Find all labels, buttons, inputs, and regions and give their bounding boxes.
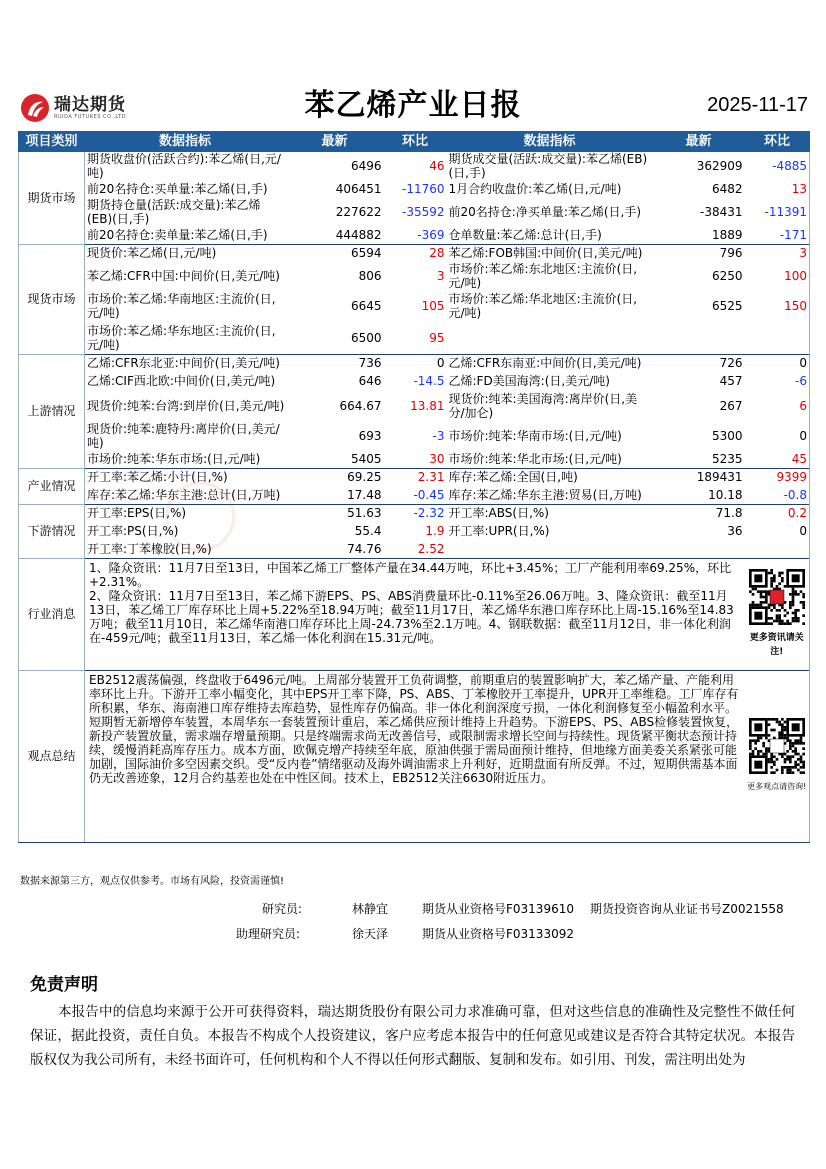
data-source-note: 数据来源第三方，观点仅供参考。市场有风险，投资需谨慎!	[20, 876, 285, 887]
news-qr-panel	[745, 558, 810, 670]
news-text: 1、隆众资讯：11月7日至13日，中国苯乙烯工厂整体产量在34.44万吨，环比+3.45%；工厂产能利用率69.25%，环比+2.31%。 2、隆众资讯：11月7日至13日，苯乙烯下游EPS、PS、ABS消费量环比-0.11%至26.06万吨。3、隆众资讯：截至11月13日，苯乙烯工厂库存环比上周+5.22%至18.94万吨；截至11月17日，苯乙烯华东港口库存环比上周-15.16%至14.83万吨；截至11月10日，苯乙烯华南港口库存环比上周-24.73%至2.1万吨。4、钢联数据：截至11月12日，非一体化利润在-459元/吨；截至11月13日，苯乙烯一体化利润在15.31元/吨。	[85, 558, 745, 670]
assistant-name: 徐天泽	[352, 927, 389, 941]
latest-value: 806	[358, 269, 382, 283]
header-change: 环比	[384, 132, 447, 152]
qr-caption: 更多资讯请关注!	[749, 633, 804, 657]
header-latest: 最新	[286, 132, 384, 152]
section-category: 现货市场	[19, 244, 85, 354]
section-category: 期货市场	[19, 152, 85, 245]
section-category: 产业情况	[19, 468, 85, 504]
indicator-name: 开工率:ABS(日,%)	[447, 504, 653, 522]
table-row	[19, 504, 810, 522]
indicator-name: 现货价:纯苯:美国海湾:离岸价(日,美分/加仑)	[448, 392, 638, 420]
latest-value: 69.25	[286, 468, 384, 486]
change-value: 0	[384, 354, 447, 372]
change-value	[745, 322, 810, 354]
qr-caption: 更多观点请咨询!	[747, 782, 807, 791]
table-row	[19, 468, 810, 486]
researcher-consult-license: 期货投资咨询从业证书号Z0021558	[590, 902, 784, 916]
header-latest-2: 最新	[653, 132, 745, 152]
change-value: -369	[417, 227, 445, 242]
table-row	[19, 422, 810, 450]
latest-value: 796	[653, 244, 745, 262]
latest-value: 406451	[335, 182, 382, 196]
indicator-name: 苯乙烯:FOB韩国:中间价(日,美元/吨)	[447, 244, 653, 262]
latest-value: 74.76	[347, 541, 382, 556]
change-value: 2.52	[417, 541, 445, 556]
researcher-label: 研究员:	[262, 902, 303, 916]
change-value: 6	[745, 390, 810, 422]
latest-value: 1889	[711, 227, 743, 242]
change-value: -14.5	[413, 374, 445, 388]
report-date: 2025-11-17	[707, 94, 808, 116]
change-value: 0	[745, 354, 810, 372]
indicator-name: 开工率:苯乙烯:小计(日,%)	[85, 468, 286, 486]
change-value: -3	[432, 429, 445, 443]
indicator-name: 现货价:苯乙烯(日,元/吨)	[85, 244, 286, 262]
indicator-name: 开工率:PS(日,%)	[85, 522, 286, 540]
indicator-name: 库存:苯乙烯:全国(日,吨)	[447, 468, 653, 486]
table-row	[19, 198, 810, 226]
report-header	[0, 0, 826, 130]
latest-value: 6500	[350, 330, 382, 345]
change-value: 1.9	[425, 524, 445, 538]
logo-name: 瑞达期货	[54, 95, 126, 115]
change-value: 0	[745, 522, 810, 540]
latest-value: 5235	[711, 451, 743, 466]
indicator-name: 市场价:苯乙烯:华北地区:主流价(日,元/吨)	[448, 292, 638, 320]
change-value: 100	[745, 262, 810, 290]
latest-value: 71.8	[653, 504, 745, 522]
latest-value: 55.4	[354, 524, 382, 538]
qr-code-icon	[749, 718, 805, 774]
disclaimer-body: 本报告中的信息均来源于公开可获得资料，瑞达期货股份有限公司力求准确可靠，但对这些信息的准确性及完整性不做任何保证，据此投资，责任自负。本报告不构成个人投资建议，客户应考虑本报告中的任何意见或建议是否符合其特定状况。本报告版权仅为我公司所有，未经书面许可，任何机构和个人不得以任何形式翻版、复制和发布。如引用、刊发，需注明出处为	[30, 1004, 795, 1068]
indicator-name: 开工率:EPS(日,%)	[85, 504, 286, 522]
change-value: 0.2	[745, 504, 810, 522]
data-table	[18, 131, 810, 843]
latest-value: 362909	[653, 152, 745, 181]
change-value: 0	[745, 422, 810, 450]
indicator-name: 市场价:纯苯:华东市场:(日,元/吨)	[85, 450, 286, 468]
change-value: -0.8	[745, 486, 810, 504]
latest-value: 444882	[335, 227, 382, 242]
view-qr-panel	[745, 670, 810, 842]
change-value: 3	[436, 269, 445, 283]
section-category: 行业消息	[19, 558, 85, 670]
latest-value: 36	[727, 524, 743, 538]
indicator-name: 市场价:苯乙烯:华东地区:主流价(日,元/吨)	[85, 322, 286, 354]
assistant-license: 期货从业资格号F03133092	[422, 927, 574, 941]
latest-value: 664.67	[339, 399, 382, 413]
indicator-name: 期货成交量(活跃:成交量):苯乙烯(EB)(日,手)	[447, 152, 653, 181]
table-row	[19, 354, 810, 372]
change-value: -4885	[745, 152, 810, 181]
indicator-name: 现货价:纯苯:鹿特丹:离岸价(日,美元/吨)	[85, 422, 286, 450]
latest-value: -38431	[699, 205, 743, 219]
indicator-name: 期货收盘价(活跃合约):苯乙烯(日,元/吨)	[85, 152, 286, 181]
view-row	[19, 670, 810, 842]
indicator-name: 乙烯:CFR东北亚:中间价(日,美元/吨)	[85, 354, 286, 372]
change-value: -6	[745, 372, 810, 390]
header-change-2: 环比	[745, 132, 810, 152]
assistant-label: 助理研究员:	[236, 927, 301, 941]
news-row	[19, 558, 810, 670]
latest-value: 6645	[350, 299, 382, 313]
change-value: -171	[745, 226, 810, 244]
change-value	[745, 540, 810, 558]
indicator-name: 市场价:纯苯:华北市场:(日,元/吨)	[448, 451, 622, 466]
latest-value: 646	[358, 374, 382, 388]
change-value: -11760	[401, 182, 445, 196]
change-value: 28	[384, 244, 447, 262]
change-value: -0.45	[413, 487, 445, 502]
change-value: 30	[429, 451, 445, 466]
logo-english-name: RUIDA FUTURES CO.,LTD.	[54, 114, 129, 120]
indicator-name: 苯乙烯:CFR中国:中间价(日,美元/吨)	[85, 262, 286, 290]
change-value: 46	[384, 152, 447, 181]
qr-code-icon	[749, 569, 805, 625]
indicator-name: 前20名持仓:买单量:苯乙烯(日,手)	[85, 180, 286, 198]
latest-value	[653, 540, 745, 558]
table-row	[19, 522, 810, 540]
table-row	[19, 152, 810, 181]
change-value: 95	[429, 330, 445, 345]
indicator-name: 市场价:苯乙烯:东北地区:主流价(日,元/吨)	[448, 262, 638, 290]
researcher-license: 期货从业资格号F03139610	[422, 902, 574, 916]
change-value: 2.31	[384, 468, 447, 486]
header-category: 项目类别	[19, 132, 85, 152]
indicator-name: 前20名持仓:卖单量:苯乙烯(日,手)	[85, 226, 286, 244]
latest-value: 10.18	[708, 487, 743, 502]
latest-value: 6250	[711, 269, 743, 283]
indicator-name: 市场价:苯乙烯:华南地区:主流价(日,元/吨)	[85, 290, 286, 322]
section-category: 观点总结	[19, 670, 85, 842]
latest-value: 17.48	[347, 487, 382, 502]
table-row	[19, 390, 810, 422]
latest-value: 6525	[711, 299, 743, 313]
table-row	[19, 372, 810, 390]
indicator-name: 库存:苯乙烯:华东主港:总计(日,万吨)	[85, 486, 286, 504]
latest-value: 51.63	[286, 504, 384, 522]
table-row	[19, 290, 810, 322]
indicator-name: 乙烯:CIF西北欧:中间价(日,美元/吨)	[85, 372, 286, 390]
latest-value: 189431	[653, 468, 745, 486]
indicator-name: 前20名持仓:净买单量:苯乙烯(日,手)	[448, 205, 642, 219]
change-value: 13.81	[410, 399, 445, 413]
header-indicator: 数据指标	[85, 132, 286, 152]
researcher-name: 林静宜	[352, 902, 389, 916]
latest-value: 6496	[286, 152, 384, 181]
indicator-name	[447, 322, 653, 354]
table-row	[19, 450, 810, 468]
indicator-name: 开工率:丁苯橡胶(日,%)	[85, 540, 286, 558]
table-row	[19, 262, 810, 290]
section-category: 上游情况	[19, 354, 85, 468]
change-value: -35592	[401, 205, 445, 219]
change-value: 105	[421, 299, 445, 313]
latest-value: 693	[358, 429, 382, 443]
change-value: -11391	[745, 198, 810, 226]
latest-value: 6482	[711, 182, 743, 196]
change-value: 45	[745, 450, 810, 468]
latest-value: 5300	[711, 429, 743, 443]
indicator-name: 期货持仓量(活跃:成交量):苯乙烯(EB)(日,手)	[85, 198, 286, 226]
section-category: 下游情况	[19, 504, 85, 558]
table-header	[19, 132, 810, 152]
indicator-name: 现货价:纯苯:台湾:到岸价(日,美元/吨)	[85, 390, 286, 422]
change-value: 9399	[745, 468, 810, 486]
table-row	[19, 180, 810, 198]
indicator-name: 乙烯:CFR东南亚:中间价(日,美元/吨)	[447, 354, 653, 372]
latest-value: 5405	[350, 451, 382, 466]
latest-value: 457	[719, 374, 743, 388]
indicator-name: 1月合约收盘价:苯乙烯(日,元/吨)	[448, 182, 622, 196]
table-row	[19, 486, 810, 504]
indicator-name: 市场价:纯苯:华南市场:(日,元/吨)	[448, 429, 622, 443]
page-title: 苯乙烯产业日报	[304, 88, 522, 123]
table-row	[19, 322, 810, 354]
latest-value: 736	[286, 354, 384, 372]
latest-value: 726	[653, 354, 745, 372]
change-value: -2.32	[384, 504, 447, 522]
table-row	[19, 244, 810, 262]
indicator-name: 仓单数量:苯乙烯:总计(日,手)	[448, 227, 602, 242]
table-row	[19, 540, 810, 558]
latest-value	[653, 322, 745, 354]
view-text: EB2512震荡偏强，终盘收于6496元/吨。上周部分装置开工负荷调整，前期重启的装置影响扩大，苯乙烯产量、产能利用率环比上升。下游开工率小幅变化，其中EPS开工率下降，PS、ABS、丁苯橡胶开工率提升，UPR开工率维稳。工厂库存有所积累，华东、海南港口库存维持去库趋势，显性库存仍偏高。非一体化利润深度亏损，一体化利润修复至小幅盈利水平。短期暂无新增停车装置，本周华东一套装置预计重启，苯乙烯供应预计维持上升趋势。下游EPS、PS、ABS检修装置恢复，新投产装置放量，需求端存增量预期。只是终端需求尚无改善信号，或限制需求增长空间与持续性。现货紧平衡状态预计持续，缓慢消耗高库存压力。成本方面，欧佩克增产持续至年底，原油供强于需局面预计维持，但地缘方面美委关系紧张可能加剧，国际油价多空因素交织。受“反内卷”情绪驱动及海外调油需求上升利好，近期盘面有所反弹。不过，短期供需基本面仍无改善迹象，12月合约基差也处在中性区间。技术上，EB2512关注6630附近压力。	[85, 670, 745, 842]
indicator-name: 库存:苯乙烯:华东主港:贸易(日,万吨)	[448, 487, 642, 502]
latest-value: 6594	[286, 244, 384, 262]
indicator-name: 乙烯:FD美国海湾:(日,美元/吨)	[448, 374, 610, 388]
table-row	[19, 226, 810, 244]
change-value: 150	[745, 290, 810, 322]
change-value: 13	[745, 180, 810, 198]
indicator-name: 开工率:UPR(日,%)	[448, 524, 550, 538]
indicator-name	[447, 540, 653, 558]
change-value: 3	[745, 244, 810, 262]
latest-value: 227622	[335, 205, 382, 219]
header-indicator-2: 数据指标	[447, 132, 653, 152]
disclaimer-title: 免责声明	[30, 975, 98, 995]
latest-value: 267	[719, 399, 743, 413]
